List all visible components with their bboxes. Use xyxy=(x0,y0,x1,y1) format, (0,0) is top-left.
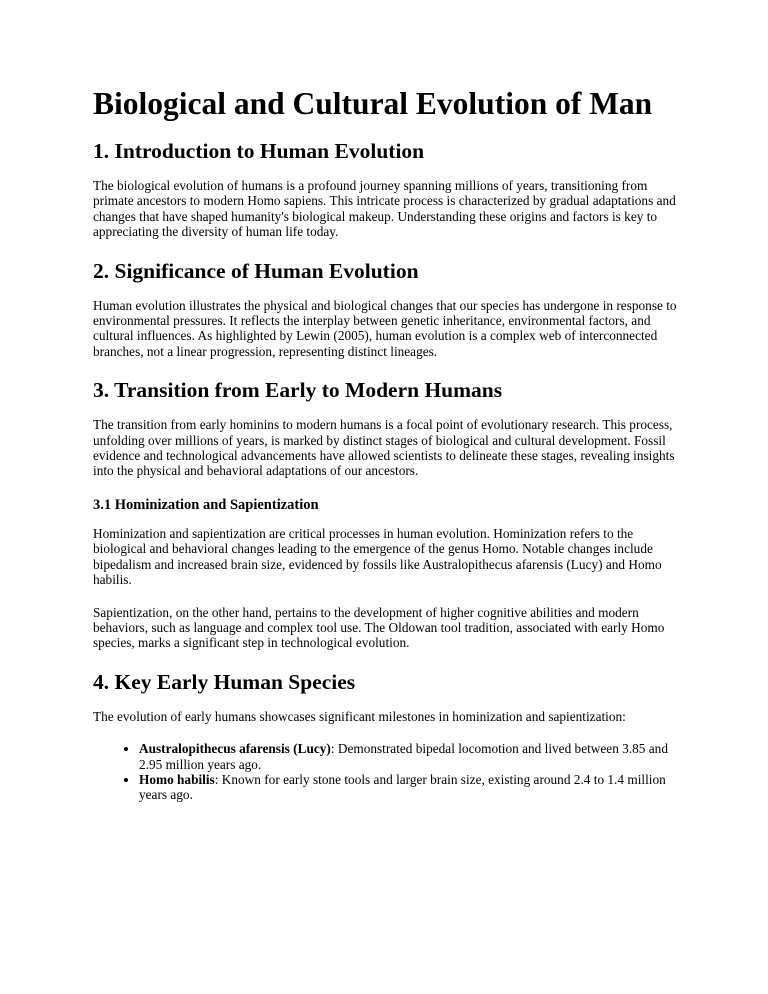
list-item-term: Australopithecus afarensis (Lucy) xyxy=(139,741,331,757)
list-item xyxy=(139,741,683,772)
list-item xyxy=(139,772,683,803)
subsection-heading-hominization: 3.1 Hominization and Sapientization xyxy=(93,496,319,513)
subsection-paragraph: Sapientization, on the other hand, pertains to the development of higher cognitive abilities and modern behaviors, such as language and complex tool use. The Oldowan tool tradition, associated with early Homo species, marks a significant step in technological evolution. xyxy=(93,604,665,651)
section-paragraph: Human evolution illustrates the physical and biological changes that our species has undergone in response to environmental pressures. It reflects the interplay between genetic inheritance, environmental factors, and cultural influences. As highlighted by Lewin (2005), human evolution is a complex web of interconnected branches, not a linear progression, representing distinct lineages. xyxy=(93,297,677,359)
subsection-paragraph: Hominization and sapientization are critical processes in human evolution. Hominization refers to the biological and behavioral changes leading to the emergence of the genus Homo. Notable changes include bipedalism and increased brain size, evidenced by fossils like Australopithecus afarensis (Lucy) and Homo habilis. xyxy=(93,525,662,588)
species-list xyxy=(93,741,683,803)
section-paragraph: The transition from early hominins to modern humans is a focal point of evolutionary research. This process, unfolding over millions of years, is marked by distinct stages of biological and cultural development. Fossil evidence and technological advancements have allowed scientists to delineate these stages, revealing insights into the physical and behavioral adaptations of our ancestors. xyxy=(93,417,675,479)
section-paragraph: The evolution of early humans showcases significant milestones in hominization and sapientization: xyxy=(93,708,626,724)
section-paragraph: The biological evolution of humans is a profound journey spanning millions of years, transitioning from primate ancestors to modern Homo sapiens. This intricate process is characterized by gradual adaptations and changes that have shaped humanity's biological makeup. Understanding these origins and factors is key to appreciating the diversity of human life today. xyxy=(93,178,676,240)
list-item-text: : Demonstrated bipedal locomotion and lived between 3.85 and 2.95 million years ago. xyxy=(139,741,668,772)
section-heading-introduction: 1. Introduction to Human Evolution xyxy=(93,139,425,163)
list-item-text: : Known for early stone tools and larger brain size, existing around 2.4 to 1.4 million years ago. xyxy=(139,771,666,803)
section-heading-significance: 2. Significance of Human Evolution xyxy=(93,258,419,283)
section-heading-key-species: 4. Key Early Human Species xyxy=(93,669,356,694)
section-heading-transition: 3. Transition from Early to Modern Humans xyxy=(93,378,503,403)
document-title: Biological and Cultural Evolution of Man xyxy=(93,86,653,121)
document-content xyxy=(93,84,683,803)
list-item-term: Homo habilis xyxy=(139,771,215,787)
